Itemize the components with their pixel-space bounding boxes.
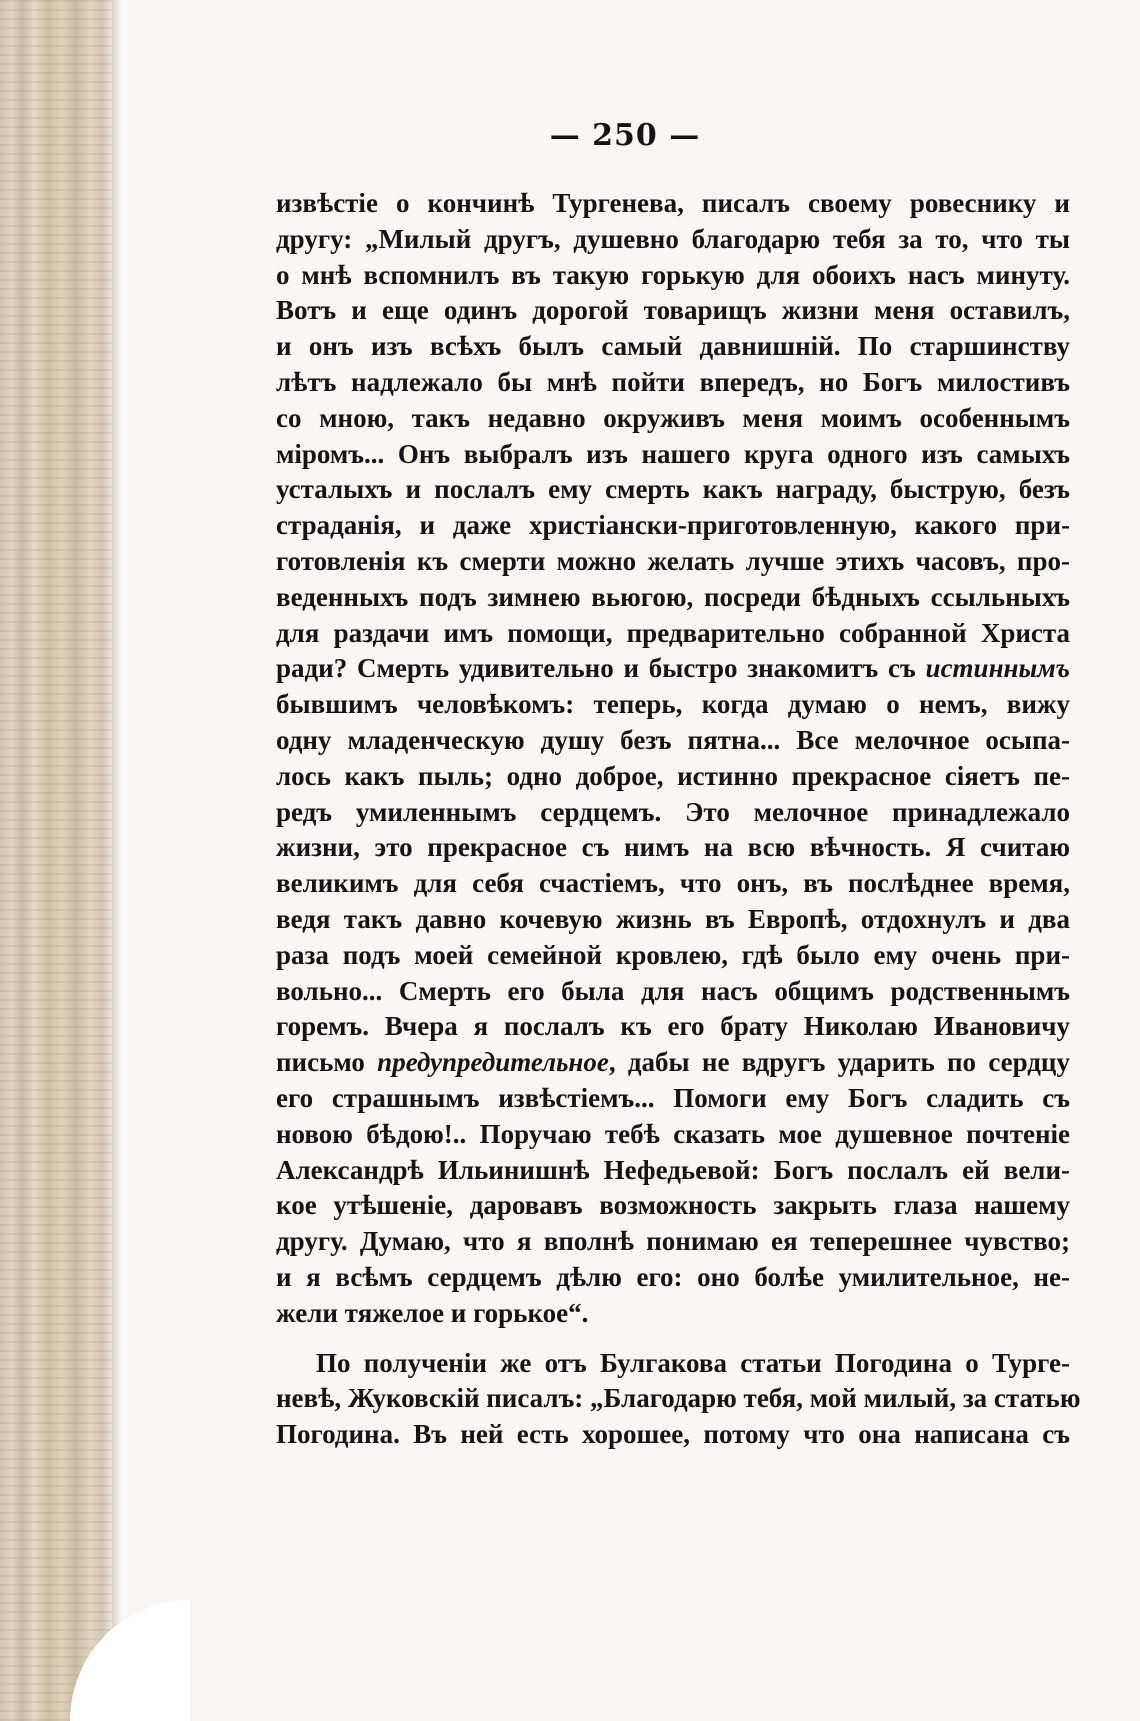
text-segment: о мнѣ вспомнилъ въ такую горькую для обоихъ насъ минуту. [276,259,1070,290]
text-line [276,580,1070,616]
text-line [276,866,1070,902]
text-segment: страданія, и даже христіански-приготовленную, какого при- [276,510,1070,541]
text-line [276,401,1070,437]
text-segment: ради? Смерть удивительно и быстро знакомитъ съ [276,653,926,684]
text-line [276,293,1070,329]
page-number: — 250 — [549,118,701,153]
text-segment: невѣ, Жуковскій писалъ: „Благодарю тебя, мой милый, за статью [276,1383,1081,1414]
text-line [276,472,1070,508]
text-line [276,902,1070,938]
text-line [276,687,1070,723]
italic-text: предупредительное [377,1047,609,1078]
text-line [276,437,1070,473]
text-segment: , дабы не вдругъ ударить по сердцу [608,1047,1070,1078]
text-segment: міромъ... Онъ выбралъ изъ нашего круга одного изъ самыхъ [276,438,1070,469]
text-line [276,222,1070,258]
text-segment: бывшимъ человѣкомъ: теперь, когда думаю о немъ, вижу [276,689,1070,720]
text-segment: ведя такъ давно кочевую жизнь въ Европѣ, отдохнулъ и два [276,903,1070,934]
text-line [276,795,1070,831]
text-segment: и онъ изъ всѣхъ былъ самый давнишній. По старшинству [276,331,1070,362]
text-segment: жели тяжелое и горькое“. [276,1297,589,1328]
text-segment: другу. Думаю, что я вполнѣ понимаю ея теперешнее чувство; [276,1226,1070,1257]
text-segment: готовленія къ смерти можно желать лучше этихъ часовъ, про- [276,545,1070,576]
text-line [276,508,1070,544]
text-line [276,1224,1070,1260]
italic-text: истиннымъ [925,653,1070,684]
text-line [276,830,1070,866]
text-segment: лось какъ пыль; одно доброе, истинно прекрасное сіяетъ пе- [276,760,1070,791]
text-segment: горемъ. Вчера я послалъ къ его брату Николаю Ивановичу [276,1011,1070,1042]
text-line [276,1417,1070,1453]
text-line [276,1045,1070,1081]
text-segment: усталыхъ и послалъ ему смерть какъ награду, быструю, безъ [276,474,1070,505]
text-segment: лѣтъ надлежало бы мнѣ пойти впередъ, но Богъ милостивъ [276,366,1070,397]
text-line [276,723,1070,759]
text-segment: кое утѣшеніе, даровавъ возможность закрыть глаза нашему [276,1190,1070,1221]
text-line [276,1188,1070,1224]
text-line [276,365,1070,401]
text-segment: со мною, такъ недавно окруживъ меня моимъ особеннымъ [276,402,1070,433]
text-segment: веденныхъ подъ зимнею вьюгою, посреди бѣдныхъ ссыльныхъ [276,581,1070,612]
text-line [276,974,1070,1010]
text-line [276,186,1070,222]
text-segment: вольно... Смерть его была для насъ общимъ родственнымъ [276,975,1070,1006]
text-segment: великимъ для себя счастіемъ, что онъ, въ послѣднее время, [276,868,1070,899]
text-line [276,329,1070,365]
text-line [276,1009,1070,1045]
text-segment: его страшнымъ извѣстіемъ... Помоги ему Богъ сладить съ [276,1082,1070,1113]
text-line [276,1117,1070,1153]
text-segment: для раздачи имъ помощи, предварительно собранной Христа [276,617,1070,648]
text-line [276,544,1070,580]
gutter-shadow [112,0,122,1721]
text-line [276,1296,1070,1332]
text-segment: жизни, это прекрасное съ нимъ на всю вѣчность. Я считаю [276,832,1070,863]
body-text [276,186,1081,1453]
text-segment: раза подъ моей семейной кровлею, гдѣ было ему очень при- [276,939,1070,970]
text-segment: Погодина. Въ ней есть хорошее, потому что она написана съ [276,1419,1070,1450]
text-segment: другу: „Милый другъ, душевно благодарю тебя за то, что ты [276,223,1070,254]
text-segment: извѣстіе о кончинѣ Тургенева, писалъ своему ровеснику и [276,188,1070,218]
text-segment: письмо [276,1047,378,1078]
text-line [276,258,1070,294]
text-line [276,1153,1070,1189]
text-line [276,759,1070,795]
text-segment: и я всѣмъ сердцемъ дѣлю его: оно болѣе умилительное, не- [276,1261,1070,1292]
text-segment: редъ умиленнымъ сердцемъ. Это мелочное принадлежало [276,796,1070,827]
text-line [276,1260,1070,1296]
text-segment: новою бѣдою!.. Поручаю тебѣ сказать мое душевное почтеніе [276,1118,1070,1149]
book-spine-edge [0,0,112,1721]
text-line [276,651,1070,687]
text-line [276,938,1070,974]
text-line [276,616,1070,652]
text-segment: одну младенческую душу безъ пятна... Все мелочное осыпа- [276,724,1070,755]
text-segment: Александрѣ Ильинишнѣ Нефедьевой: Богъ послалъ ей вели- [276,1154,1070,1185]
text-segment: Вотъ и еще одинъ дорогой товарищъ жизни меня оставилъ, [276,295,1070,326]
text-line [276,1081,1070,1117]
text-segment: По полученіи же отъ Булгакова статьи Погодина о Турге- [316,1347,1070,1378]
text-line [276,1346,1070,1382]
text-line [276,1381,1081,1417]
